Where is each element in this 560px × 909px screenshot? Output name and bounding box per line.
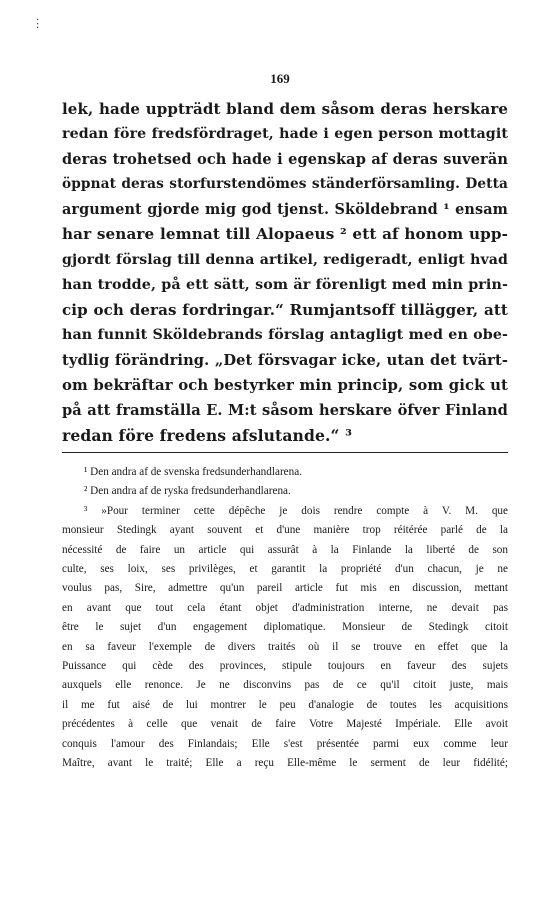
footnote-line: voulus pas, Sire, admettre qu'un pareil article fut mis en discussion, mettant [62,582,508,595]
body-line: argument gjorde mig god tjenst. Sköldebrand ¹ ensam [62,201,508,219]
margin-mark: . : [36,12,40,31]
body-line: öppnat deras storfurstendömes ständerförsamling. Detta [62,176,508,193]
footnotes [62,463,508,774]
body-line: lek, hade uppträdt bland dem såsom deras herskare [62,100,508,118]
footnote-line: ³ »Pour terminer cette dépêche je dois rendre compte à V. M. que [84,504,508,517]
footnote-divider [62,452,508,453]
body-line: cip och deras fordringar.“ Rumjantsoff tillägger, att [62,300,508,319]
body-line: han trodde, på ett sätt, som är förenligt med min prin- [62,276,508,293]
body-line: han funnit Sköldebrands förslag antagligt med en obe- [62,326,508,343]
body-line: tydlig förändring. „Det försvagar icke, utan det tvärt- [62,351,508,369]
body-text [62,97,508,448]
body-line: har senare lemnat till Alopaeus ² ett af honom upp- [62,225,508,244]
footnote-line: en sa faveur l'exemple de divers traités où il se trouve en effet que la [62,640,508,653]
body-line: redan före fredens afslutande.“ ³ [62,426,353,446]
body-line: gjordt förslag till denna artikel, redigeradt, enligt hvad [62,251,508,268]
footnote-line: nécessité de faire un article qui assurât à la Finlande la liberté de son [62,543,508,556]
footnote-line: auxquels elle renonce. Je ne disconvins pas de ce qu'il citoit juste, mais [62,679,508,692]
footnote-line: Maître, avant le traité; Elle a reçu Elle-même le serment de leur fidélité; [62,757,508,770]
footnote-line: ² Den andra af de ryska fredsunderhandlarena. [84,485,291,498]
footnote-line: être le sujet d'un engagement diplomatique. Monsieur de Stedingk citoit [62,621,508,634]
footnote-line: ¹ Den andra af de svenska fredsunderhandlarena. [84,466,302,478]
body-line: om bekräftar och bestyrker min princip, som gick ut [62,376,508,395]
footnote-line: Puissance qui cède des provinces, stipule toujours en faveur des sujets [62,660,508,673]
footnote-line: il me fut aisé de lui montrer le peu d'analogie de toutes les acquisitions [62,698,508,711]
body-line: deras trohetsed och hade i egenskap af deras suverän [62,151,508,169]
body-line: redan före fredsfördraget, hade i egen person mottagit [62,126,508,143]
page-number: 169 [270,71,290,86]
footnote-line: conquis l'amour des Finlandais; Elle s'est présentée parmi eux comme leur [62,737,508,750]
body-line: på att framställa E. M:t såsom herskare öfver Finland [62,402,508,420]
footnote-line: culte, ses loix, ses privilèges, et garantit la propriété d'un chacun, je ne [62,563,508,576]
footnote-line: monsieur Stedingk ayant souvent et d'une manière trop réitérée parlé de la [62,524,508,537]
footnote-line: précédentes à celle que venait de faire Votre Majesté Impériale. Elle avoit [62,718,508,731]
footnote-line: en avant que tout cela étant objet d'administration interne, ne devait pas [62,601,508,614]
